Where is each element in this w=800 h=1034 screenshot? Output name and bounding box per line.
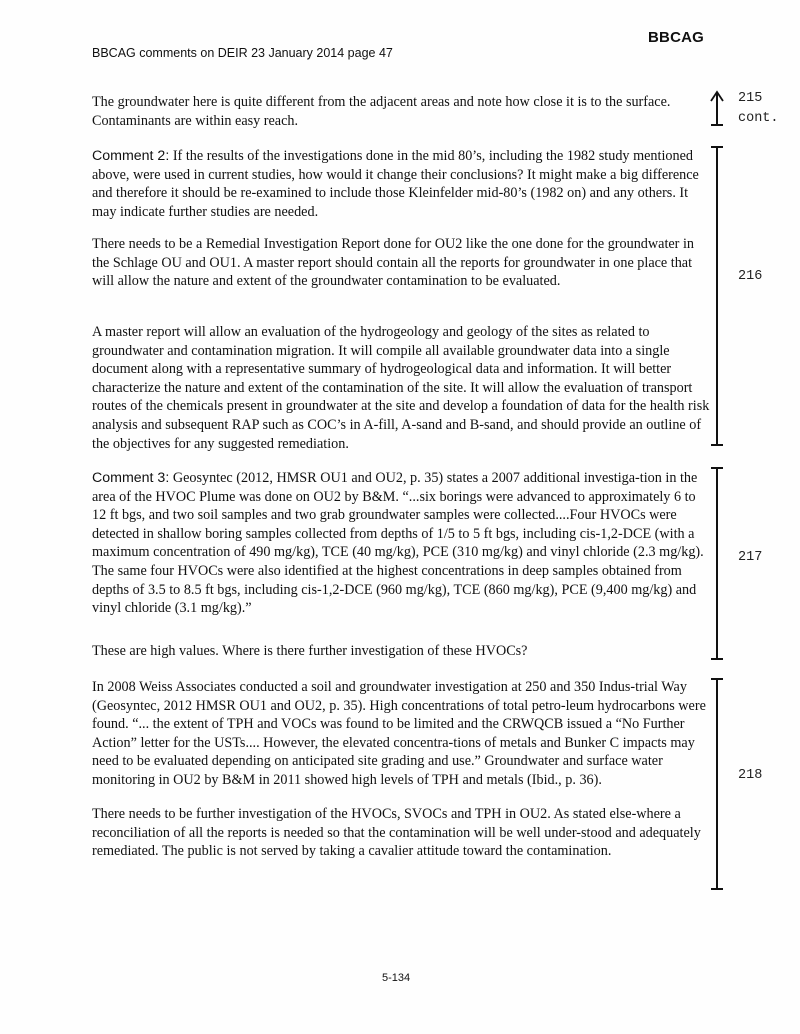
bracket-215 (716, 92, 718, 126)
paragraph-comment-3 (92, 469, 710, 618)
paragraph-weiss-associates: In 2008 Weiss Associates conducted a soil and groundwater investigation at 250 and 350 Indus-trial Way (Geosyntec, 2012 HMSR OU1 and OU2, p. 35). High concentrations of total petro-leum hydrocarbons were found. “... the extent of TPH and VOCs was found to be limited and the CRWQCB issued a “No Further Action” letter for the USTs.... However, the elevated concentra-tions of metals and Bunker C impacts may need to be evaluated depending on anticipated site grading and use.” Groundwater and surface water monitoring in OU2 by B&M in 2011 showed high levels of TPH and metals (Ibid., p. 36). (92, 679, 706, 788)
paragraph-remedial-report: There needs to be a Remedial Investigation Report done for OU2 like the one done for the groundwater in the Schlage OU and OU1. A master report should contain all the reports for groundwater in one place that will allow the nature and extent of the groundwater contamination to be evaluated. (92, 236, 694, 290)
marker-215-number: 215 (738, 91, 763, 106)
marker-218: 218 (738, 768, 763, 783)
bracket-216 (716, 146, 718, 446)
comment-2-text: If the results of the investigations done in the mid 80’s, including the 1982 study mentioned above, were used in current studies, how would it change their conclusions? It might make a big difference and therefore it should be re-examined to include those Kleinfelder mid-80’s (1982 on) and any others. It may indicate further studies are needed. (92, 148, 699, 220)
marker-215-cont: cont. (738, 111, 779, 126)
paragraph-groundwater-intro: The groundwater here is quite different from the adjacent areas and note how close it is to the surface. Contaminants are within easy reach. (92, 94, 671, 129)
paragraph-comment-2 (92, 147, 710, 221)
marker-216: 216 (738, 269, 763, 284)
bracket-218 (716, 678, 718, 890)
bracket-217 (716, 467, 718, 660)
brand-label: BBCAG (648, 29, 704, 46)
comment-2-label: Comment 2: (92, 148, 170, 164)
paragraph-high-values: These are high values. Where is there further investigation of these HVOCs? (92, 643, 528, 659)
marker-217: 217 (738, 550, 763, 565)
marker-215 (738, 89, 779, 129)
comment-3-text: Geosyntec (2012, HMSR OU1 and OU2, p. 35) states a 2007 additional investiga-tion in the area of the HVOC Plume was done on OU2 by B&M. “...six borings were advanced to approximately 6 to 12 ft bgs, and two soil samples and two grab groundwater samples were collected....Four HVOCs were detected in shallow boring samples collected from depths of 1/5 to 5 ft bgs, including cis-1,2-DCE (with a maximum concentration of 490 mg/kg), TCE (40 mg/kg), PCE (310 mg/kg) and vinyl chloride (2.3 mg/kg). The same four HVOCs were also identified at the highest concentrations in deep samples obtained from depths of 3.5 to 8.5 ft bgs, including cis-1,2-DCE (960 mg/kg), TCE (860 mg/kg), PCE (9,400 mg/kg) and vinyl chloride (3.1 mg/kg).” (92, 470, 704, 617)
comment-3-label: Comment 3: (92, 470, 170, 486)
paragraph-further-investigation: There needs to be further investigation of the HVOCs, SVOCs and TPH in OU2. As stated else-where a reconciliation of all the reports is needed so that the contamination will be well under-stood and adequately remediated. The public is not served by taking a cavalier attitude toward the contamination. (92, 806, 701, 860)
paragraph-master-report: A master report will allow an evaluation of the hydrogeology and geology of the sites as related to groundwater and contamination migration. It will compile all available groundwater data into a single document along with a representative summary of hydrogeological data and information. It will better characterize the nature and extent of the contamination of the site. It will allow the evaluation of transport routes of the chemicals present in groundwater at the site and develop a foundation of data for the health risk analysis and subsequent RAP such as COC’s in A-fill, A-sand and B-sand, and should provide an outline of the objectives for any suggested remediation. (92, 324, 710, 452)
document-header: BBCAG comments on DEIR 23 January 2014 page 47 (92, 46, 393, 60)
page-number: 5-134 (382, 972, 411, 984)
